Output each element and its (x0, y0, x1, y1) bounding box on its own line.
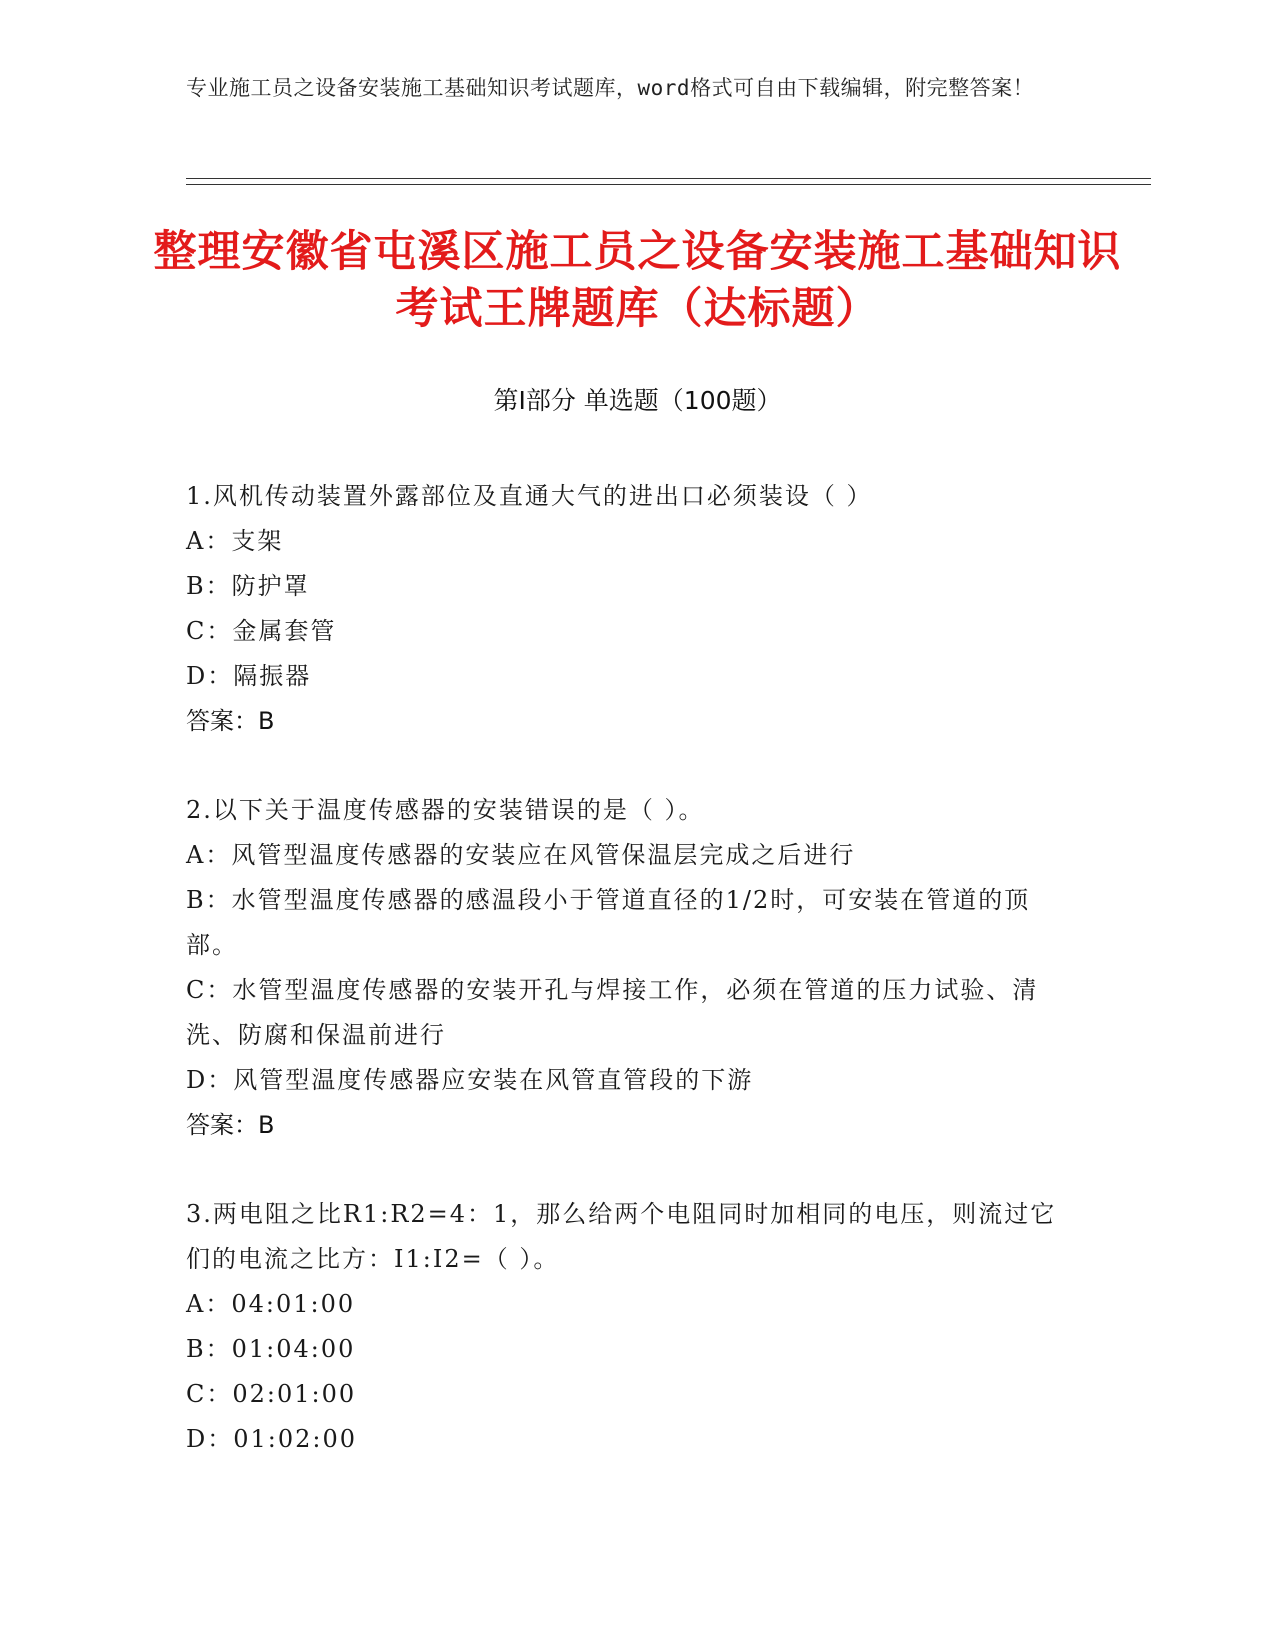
option-a: A：04:01:00 (186, 1290, 356, 1318)
header-rule-top (186, 178, 1151, 179)
question-stem: 3.两电阻之比R1:R2=4：1，那么给两个电阻同时加相同的电压，则流过它们的电流之比方：I1:I2=（ ）。 (186, 1200, 1057, 1273)
option-d: D：风管型温度传感器应安装在风管直管段的下游 (186, 1066, 754, 1094)
answer: 答案：B (186, 1111, 275, 1139)
header-rule-bottom (186, 184, 1151, 185)
option-c: C：02:01:00 (186, 1380, 357, 1408)
option-b: B：水管型温度传感器的感温段小于管道直径的1/2时，可安装在管道的顶部。 (186, 886, 1031, 959)
question-1 (186, 474, 1066, 744)
question-2 (186, 788, 1066, 1148)
option-b: B：01:04:00 (186, 1335, 356, 1363)
option-c: C：水管型温度传感器的安装开孔与焊接工作，必须在管道的压力试验、清洗、防腐和保温前进行 (186, 976, 1039, 1049)
option-d: D：01:02:00 (186, 1425, 358, 1453)
question-list (186, 474, 1066, 1506)
document-title: 整理安徽省屯溪区施工员之设备安装施工基础知识考试王牌题库（达标题） (153, 227, 1122, 334)
option-b: B：防护罩 (186, 572, 310, 600)
section-title: 第I部分 单选题（100题） (493, 386, 782, 415)
header-note: 专业施工员之设备安装施工基础知识考试题库，word格式可自由下载编辑，附完整答案！ (186, 76, 1035, 100)
option-c: C：金属套管 (186, 617, 337, 645)
option-d: D：隔振器 (186, 662, 312, 690)
question-stem: 1.风机传动装置外露部位及直通大气的进出口必须装设（ ） (186, 482, 873, 510)
question-stem: 2.以下关于温度传感器的安装错误的是（ ）。 (186, 796, 705, 824)
question-3 (186, 1192, 1066, 1462)
answer: 答案：B (186, 707, 275, 735)
option-a: A：支架 (186, 527, 284, 555)
option-a: A：风管型温度传感器的安装应在风管保温层完成之后进行 (186, 841, 856, 869)
